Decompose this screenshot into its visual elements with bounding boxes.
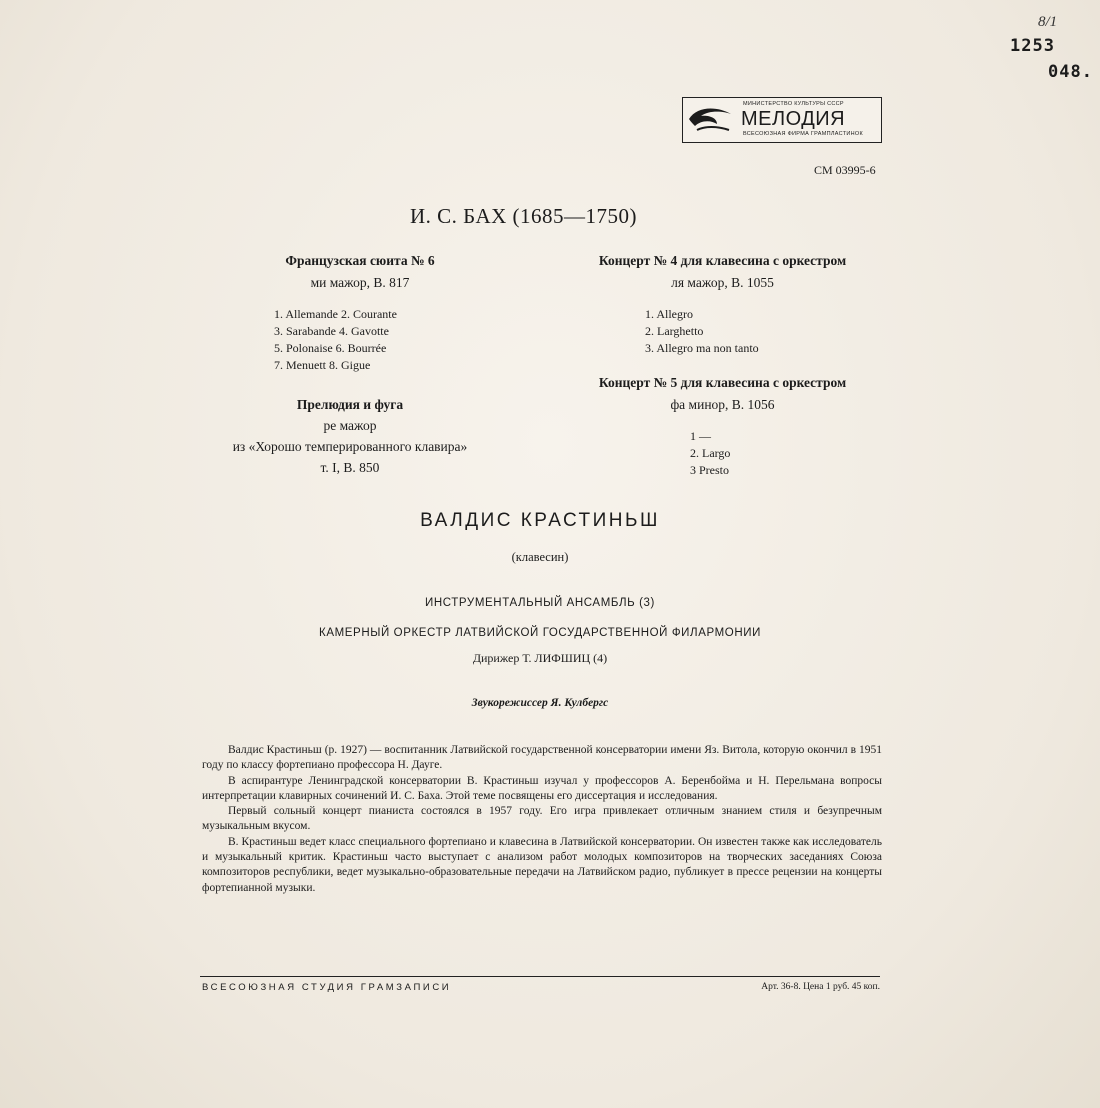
suite-key: ми мажор, B. 817 xyxy=(310,275,410,290)
concerto5-title: Концерт № 5 для клавесина с оркестром xyxy=(598,375,847,390)
sound-engineer-line: Звукорежиссер Я. Кулбергс xyxy=(471,697,609,709)
price-line: Арт. 36-8. Цена 1 руб. 45 коп. xyxy=(761,982,880,992)
list-item: 1 — xyxy=(690,429,711,443)
prelude-ref: т. I, B. 850 xyxy=(320,460,380,475)
list-item: 1. Allemande 2. Courante xyxy=(274,307,397,321)
prelude-block xyxy=(200,397,500,476)
list-item: 3 Presto xyxy=(690,463,729,477)
list-item: 3. Sarabande 4. Gavotte xyxy=(274,324,389,338)
concerto4-title: Концерт № 4 для клавесина с оркестром xyxy=(598,253,847,268)
list-item: 7. Menuett 8. Gigue xyxy=(274,358,371,372)
stamp-number-048: 048. xyxy=(1048,62,1093,82)
conductor-line: Дирижер Т. ЛИФШИЦ (4) xyxy=(472,651,608,665)
concerto4-movements xyxy=(645,306,759,357)
footer-divider xyxy=(200,976,880,977)
logo-top-line: МИНИСТЕРСТВО КУЛЬТУРЫ СССР xyxy=(743,101,844,107)
stamp-number-1253: 1253 xyxy=(1010,36,1055,56)
logo-name: МЕЛОДИЯ xyxy=(741,108,846,130)
concerto5-header xyxy=(560,375,885,413)
performer-instrument: (клавесин) xyxy=(511,550,569,564)
prelude-title: Прелюдия и фуга xyxy=(296,397,404,412)
prelude-source: из «Хорошо темперированного клавира» xyxy=(232,439,468,454)
studio-name: ВСЕСОЮЗНАЯ СТУДИЯ ГРАМЗАПИСИ xyxy=(202,982,452,993)
composer-heading: И. С. БАХ (1685—1750) xyxy=(410,204,638,228)
list-item: 2. Largo xyxy=(690,446,731,460)
suite-header xyxy=(230,253,490,291)
biography-text xyxy=(202,743,882,896)
list-item: 1. Allegro xyxy=(645,307,693,321)
ensemble-name: ИНСТРУМЕНТАЛЬНЫЙ АНСАМБЛЬ (3) xyxy=(425,597,655,609)
prelude-key: ре мажор xyxy=(323,418,377,433)
concerto4-key: ля мажор, B. 1055 xyxy=(671,275,774,290)
suite-title: Французская сюита № 6 xyxy=(285,253,435,268)
concerto5-movements xyxy=(690,428,730,479)
biography-paragraph: В. Крастиньш ведет класс специального фортепиано и клавесина в Латвийской консерватории. Он известен также как исследователь и музыкальный критик. Крастиньш часто выступает с анализом работ молодых композиторов на творческих заседаниях Союза композиторов республики, ведет музыкально-образовательные передачи на Латвийском радио, публикует в прессе рецензии на концерты фортепианной музыки. xyxy=(202,835,882,894)
handwritten-corner-note: 8/1 xyxy=(1038,14,1058,30)
list-item: 2. Larghetto xyxy=(645,324,704,338)
list-item: 3. Allegro ma non tanto xyxy=(645,341,759,355)
list-item: 5. Polonaise 6. Bourrée xyxy=(274,341,387,355)
performer-name: ВАЛДИС КРАСТИНЬШ xyxy=(420,510,660,531)
biography-paragraph: В аспирантуре Ленинградской консерватории В. Крастиньш изучал у профессоров А. Беренбойма и Н. Перельмана вопросы интерпретации клавирных сочинений И. С. Баха. Этой теме посвящены его диссертация и исследования. xyxy=(202,774,882,802)
biography-paragraph: Первый сольный концерт пианиста состоялся в 1957 году. Его игра привлекает отличным знанием стиля и безупречным музыкальным вкусом. xyxy=(202,805,882,833)
melodiya-emblem-icon xyxy=(687,102,733,136)
melodiya-logo xyxy=(682,97,882,143)
catalog-number: СМ 03995-6 xyxy=(814,163,876,177)
biography-paragraph: Валдис Крастиньш (р. 1927) — воспитанник Латвийской государственной консерватории имени Яз. Витола, которую окончил в 1951 году по классу фортепиано профессора Н. Дауге. xyxy=(202,744,882,772)
concerto5-key: фа минор, B. 1056 xyxy=(670,397,775,412)
suite-movements xyxy=(274,306,397,374)
logo-bottom-line: ВСЕСОЮЗНАЯ ФИРМА ГРАМПЛАСТИНОК xyxy=(743,131,863,137)
orchestra-name: КАМЕРНЫЙ ОРКЕСТР ЛАТВИЙСКОЙ ГОСУДАРСТВЕННОЙ ФИЛАРМОНИИ xyxy=(319,627,761,639)
concerto4-header xyxy=(560,253,885,291)
